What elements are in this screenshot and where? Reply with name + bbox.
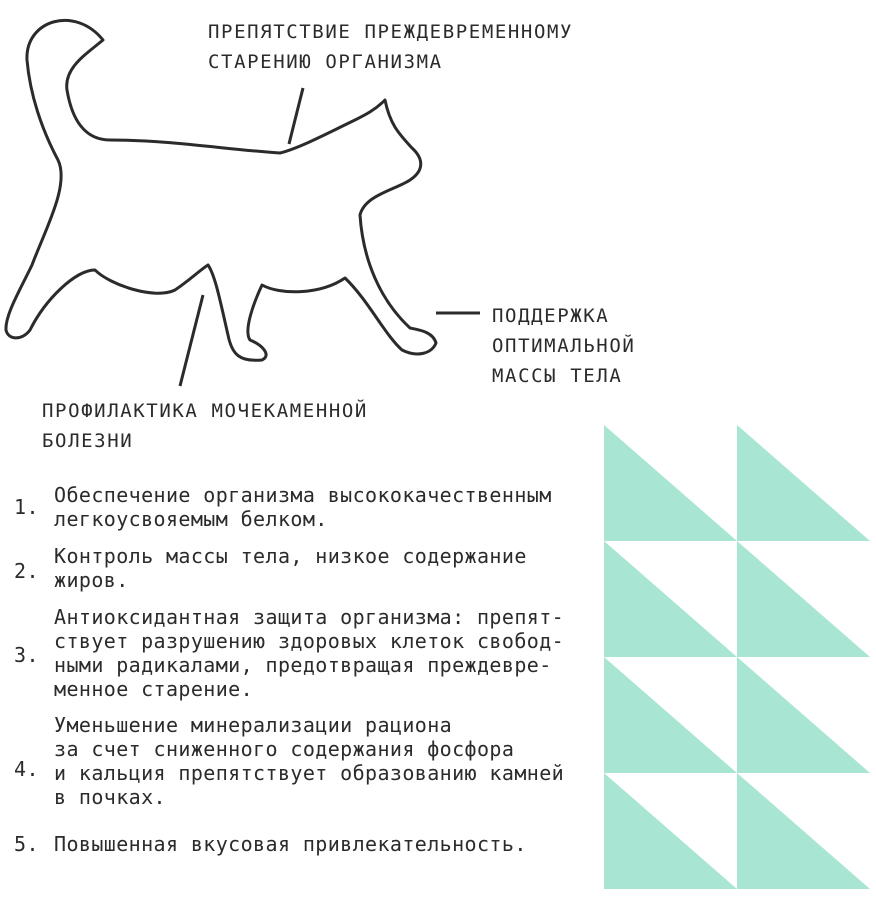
benefit-line: менное старение. — [54, 677, 254, 701]
callout-weight — [492, 301, 635, 391]
benefit-text — [54, 832, 527, 856]
callout-urolith-line-2: БОЛЕЗНИ — [42, 430, 134, 452]
benefit-number: 4. — [14, 757, 39, 781]
benefit-text — [54, 605, 564, 701]
benefit-line: за счет сниженного содержания фосфора — [54, 737, 515, 761]
callout-aging-line-2: СТАРЕНИЮ ОРГАНИЗМА — [208, 51, 443, 73]
benefit-line: жиров. — [54, 568, 129, 592]
callout-urolithiasis — [42, 396, 368, 456]
benefit-text — [54, 713, 564, 809]
benefit-line: Повышенная вкусовая привлекательность. — [54, 832, 527, 856]
benefit-line: и кальция препятствует образованию камней — [54, 761, 565, 785]
benefit-line: ствует разрушению здоровых клеток свобод- — [54, 629, 565, 653]
benefit-line: ными радикалами, предотвращая преждевре- — [54, 653, 552, 677]
benefit-text — [54, 544, 527, 592]
callout-weight-line-3: МАССЫ ТЕЛА — [492, 365, 623, 387]
benefit-number: 2. — [14, 559, 39, 583]
benefit-line: Обеспечение организма высококачественным — [54, 483, 552, 507]
urolith-leader-line — [180, 295, 203, 386]
benefit-text — [54, 483, 552, 531]
callout-weight-line-1: ПОДДЕРЖКА — [492, 305, 610, 327]
aging-leader-line — [289, 88, 303, 144]
benefit-number: 5. — [14, 832, 39, 856]
benefit-number: 1. — [14, 495, 39, 519]
benefit-line: Уменьшение минерализации рациона — [54, 713, 453, 737]
benefit-line: Контроль массы тела, низкое содержание — [54, 544, 527, 568]
benefit-line: легкоусвояемым белком. — [54, 507, 328, 531]
callout-urolith-line-1: ПРОФИЛАКТИКА МОЧЕКАМЕННОЙ — [42, 400, 368, 422]
callout-aging — [208, 17, 573, 77]
benefit-line: Антиоксидантная защита организма: препят- — [54, 605, 565, 629]
benefit-number: 3. — [14, 643, 39, 667]
benefit-line: в почках. — [54, 785, 166, 809]
callout-aging-line-1: ПРЕПЯТСТВИЕ ПРЕЖДЕВРЕМЕННОМУ — [208, 21, 574, 43]
callout-weight-line-2: ОПТИМАЛЬНОЙ — [492, 335, 636, 357]
